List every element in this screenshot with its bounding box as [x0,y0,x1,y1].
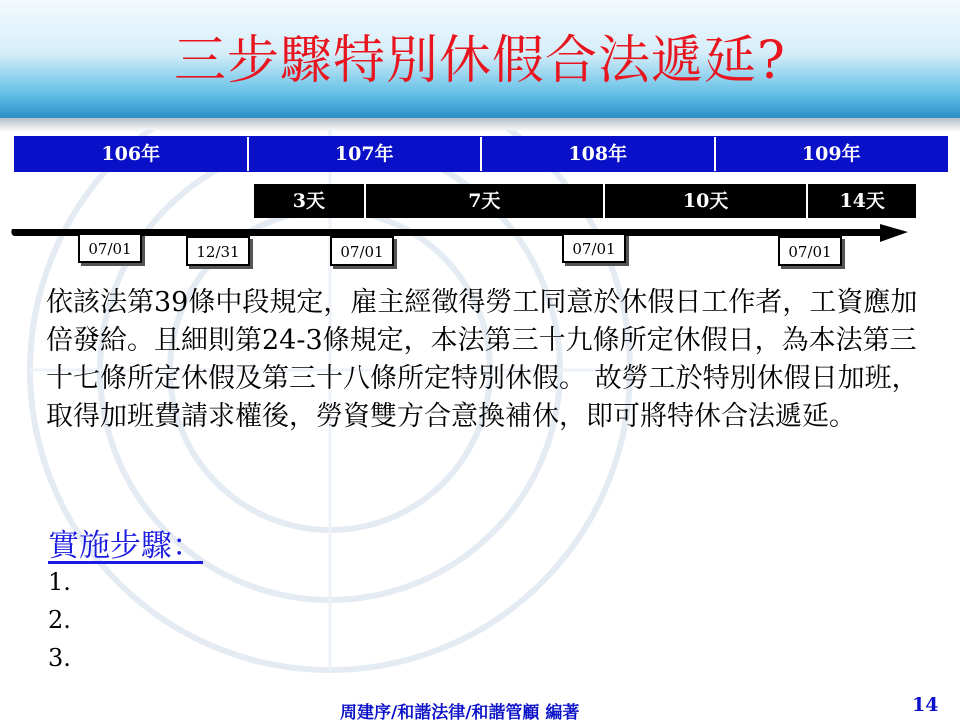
date-box-2: 12/31 [186,236,250,266]
date-box-4: 07/01 [562,233,626,263]
date-box-5: 07/01 [778,236,842,266]
year-cell-107: 107年 [249,137,483,171]
year-bar [14,136,948,172]
days-cell-7: 7天 [366,184,605,218]
steps-heading: 實施步驟： [48,528,203,564]
days-cell-14: 14天 [839,190,885,212]
days-cell-3: 3天 [254,184,366,218]
date-box-1: 07/01 [78,233,142,263]
date-box-3: 07/01 [330,236,394,266]
year-cell-108: 108年 [482,137,716,171]
step-2: 2. [48,606,71,634]
leave-days-bar [254,184,916,218]
days-cell-10: 10天 [605,184,808,218]
slide-title: 三步驟特別休假合法遞延? [174,31,786,91]
year-cell-106: 106年 [15,137,249,171]
page-number: 14 [912,694,939,716]
step-1: 1. [48,568,71,596]
explanation-paragraph: 依該法第39條中段規定，雇主經徵得勞工同意於休假日工作者，工資應加倍發給。且細則第24-3條規定，本法第三十九條所定休假日，為本法第三十七條所定休假及第三十八條所定特別休假。 故勞工於特別休假日加班，取得加班費請求權後，勞資雙方合意換補休，即可將特休合法遞延。 [46,287,919,432]
step-3: 3. [48,644,71,672]
timeline-arrow [8,220,910,244]
year-cell-109: 109年 [801,143,861,165]
footer-author: 周建序/和諧法律/和諧管顧 編著 [340,703,580,723]
